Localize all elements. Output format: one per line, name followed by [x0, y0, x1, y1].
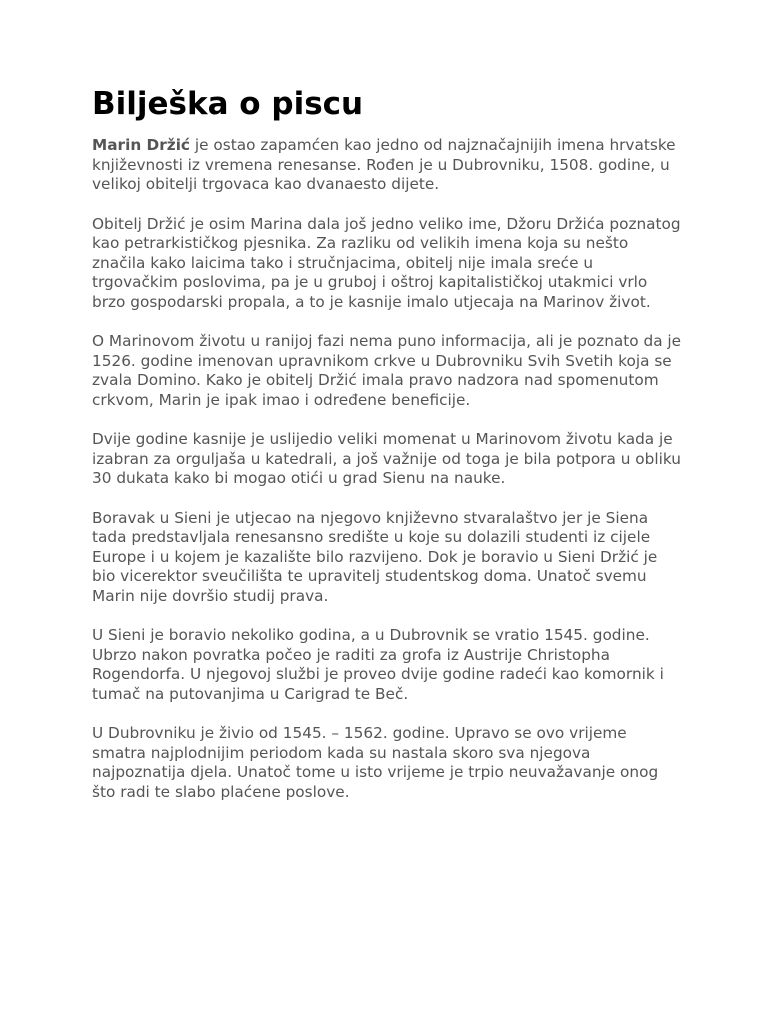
paragraph-2: Obitelj Držić je osim Marina dala još jedno veliko ime, Džoru Držića poznatog kao petrarkističkog pjesnika. Za razliku od velikih imena koja su nešto značila kako laicima tako i stručnjacima, obitelj nije imala sreće u trgovačkim poslovima, pa je u gruboj i oštroj kapitalističkoj utakmici vrlo brzo gospodarski propala, a to je kasnije imalo utjecaja na Marinov život.	[92, 214, 681, 311]
document-page	[92, 84, 682, 822]
page-title: Bilješka o piscu	[92, 86, 364, 122]
paragraph-7: U Dubrovniku je živio od 1545. – 1562. godine. Upravo se ovo vrijeme smatra najplodnijim periodom kada su nastala skoro sva njegova najpoznatija djela. Unatoč tome u isto vrijeme je trpio neuvažavanje onog što radi te slabo plaćene poslove.	[92, 724, 659, 801]
paragraph-6: U Sieni je boravio nekoliko godina, a u Dubrovnik se vratio 1545. godine. Ubrzo nakon povratka počeo je raditi za grofa iz Austrije Christopha Rogendorfa. U njegovoj službi je proveo dvije godine radeći kao komornik i tumač na putovanjima u Carigrad te Beč.	[92, 626, 664, 703]
author-name: Marin Držić	[92, 136, 191, 154]
paragraph-1	[92, 136, 682, 195]
paragraph-5: Boravak u Sieni je utjecao na njegovo književno stvaralaštvo jer je Siena tada predstavljala renesansno središte u koje su dolazili studenti iz cijele Europe i u kojem je kazalište bilo razvijeno. Dok je boravio u Sieni Držić je bio vicerektor sveučilišta te upravitelj studentskog doma. Unatoč svemu Marin nije dovršio studij prava.	[92, 508, 658, 605]
paragraph-3: O Marinovom životu u ranijoj fazi nema puno informacija, ali je poznato da je 1526. godine imenovan upravnikom crkve u Dubrovniku Svih Svetih koja se zvala Domino. Kako je obitelj Držić imala pravo nadzora nad spomenutom crkvom, Marin je ipak imao i određene beneficije.	[92, 332, 682, 409]
paragraph-4: Dvije godine kasnije je uslijedio veliki momenat u Marinovom životu kada je izabran za orguljaša u katedrali, a još važnije od toga je bila potpora u obliku 30 dukata kako bi mogao otići u grad Sienu na nauke.	[92, 430, 681, 487]
paragraph-1-text: je ostao zapamćen kao jedno od najznačajnijih imena hrvatske književnosti iz vremena renesanse. Rođen je u Dubrovniku, 1508. godine, u velikoj obitelji trgovaca kao dvanaesto dijete.	[92, 136, 676, 193]
